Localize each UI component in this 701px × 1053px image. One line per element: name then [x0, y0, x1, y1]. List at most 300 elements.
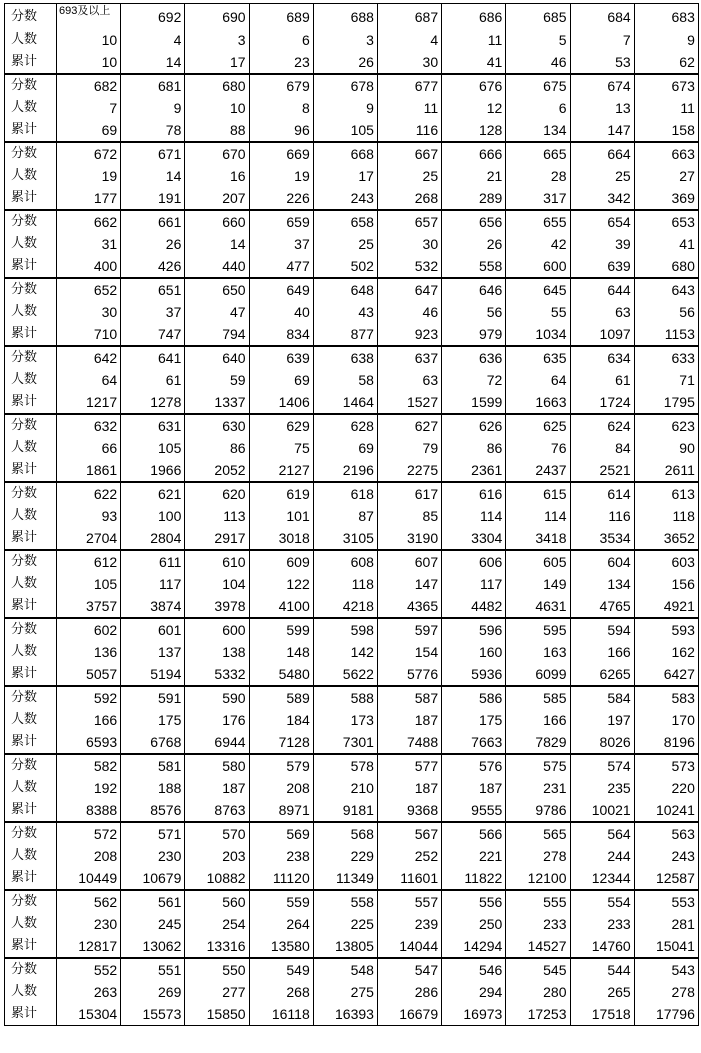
cumulative-row [5, 799, 699, 822]
cumulative-cell: 13062 [121, 935, 185, 958]
cumulative-cell: 1278 [121, 391, 185, 414]
count-cell: 63 [377, 369, 441, 391]
count-cell: 210 [313, 777, 377, 799]
count-cell: 148 [249, 641, 313, 663]
cumulative-cell: 477 [249, 255, 313, 278]
cumulative-row-label: 累计 [5, 799, 57, 822]
count-cell: 176 [185, 709, 249, 731]
count-cell: 28 [506, 165, 570, 187]
count-cell: 71 [634, 369, 698, 391]
cumulative-cell: 53 [570, 51, 634, 74]
count-cell: 13 [570, 97, 634, 119]
cumulative-cell: 5194 [121, 663, 185, 686]
cumulative-cell: 2437 [506, 459, 570, 482]
cumulative-cell: 5057 [57, 663, 121, 686]
cumulative-cell: 226 [249, 187, 313, 210]
count-cell: 26 [121, 233, 185, 255]
cumulative-cell: 5776 [377, 663, 441, 686]
count-cell: 9 [634, 29, 698, 51]
score-row-label: 分数 [5, 618, 57, 641]
score-row [5, 958, 699, 981]
count-cell: 134 [570, 573, 634, 595]
score-cell: 665 [506, 142, 570, 165]
score-cell: 559 [249, 890, 313, 913]
count-cell: 187 [185, 777, 249, 799]
cumulative-cell: 2127 [249, 459, 313, 482]
count-row-label: 人数 [5, 913, 57, 935]
count-cell: 173 [313, 709, 377, 731]
cumulative-cell: 134 [506, 119, 570, 142]
count-cell: 197 [570, 709, 634, 731]
count-cell: 170 [634, 709, 698, 731]
count-cell: 187 [377, 777, 441, 799]
score-cell: 660 [185, 210, 249, 233]
score-cell: 648 [313, 278, 377, 301]
cumulative-cell: 4365 [377, 595, 441, 618]
count-cell: 85 [377, 505, 441, 527]
score-cell: 593 [634, 618, 698, 641]
cumulative-row-label: 累计 [5, 527, 57, 550]
count-cell: 75 [249, 437, 313, 459]
count-row [5, 709, 699, 731]
count-cell: 56 [442, 301, 506, 323]
score-cell: 557 [377, 890, 441, 913]
score-cell: 588 [313, 686, 377, 709]
cumulative-cell: 1217 [57, 391, 121, 414]
count-cell: 277 [185, 981, 249, 1003]
score-cell: 601 [121, 618, 185, 641]
cumulative-cell: 12100 [506, 867, 570, 890]
cumulative-cell: 1966 [121, 459, 185, 482]
count-cell: 294 [442, 981, 506, 1003]
score-cell: 603 [634, 550, 698, 573]
cumulative-row-label: 累计 [5, 935, 57, 958]
count-row-label: 人数 [5, 233, 57, 255]
score-cell: 684 [570, 4, 634, 30]
count-cell: 163 [506, 641, 570, 663]
count-cell: 175 [442, 709, 506, 731]
cumulative-cell: 3018 [249, 527, 313, 550]
cumulative-cell: 7128 [249, 731, 313, 754]
table-body [5, 4, 699, 1026]
count-cell: 11 [634, 97, 698, 119]
count-cell: 8 [249, 97, 313, 119]
cumulative-cell: 11822 [442, 867, 506, 890]
cumulative-row-label: 累计 [5, 187, 57, 210]
score-cell: 594 [570, 618, 634, 641]
count-cell: 86 [442, 437, 506, 459]
count-cell: 166 [506, 709, 570, 731]
score-cell: 616 [442, 482, 506, 505]
count-cell: 286 [377, 981, 441, 1003]
count-cell: 138 [185, 641, 249, 663]
count-cell: 19 [249, 165, 313, 187]
cumulative-cell: 69 [57, 119, 121, 142]
count-cell: 175 [121, 709, 185, 731]
score-distribution-table [4, 3, 699, 1026]
count-cell: 203 [185, 845, 249, 867]
cumulative-cell: 26 [313, 51, 377, 74]
score-cell: 652 [57, 278, 121, 301]
score-cell: 574 [570, 754, 634, 777]
count-cell: 268 [249, 981, 313, 1003]
cumulative-row [5, 935, 699, 958]
cumulative-cell: 3652 [634, 527, 698, 550]
cumulative-cell: 3105 [313, 527, 377, 550]
score-cell: 670 [185, 142, 249, 165]
count-row [5, 981, 699, 1003]
score-cell: 620 [185, 482, 249, 505]
count-cell: 4 [121, 29, 185, 51]
score-row-label: 分数 [5, 346, 57, 369]
score-cell: 614 [570, 482, 634, 505]
count-cell: 243 [634, 845, 698, 867]
cumulative-cell: 1464 [313, 391, 377, 414]
score-cell: 584 [570, 686, 634, 709]
cumulative-row-label: 累计 [5, 663, 57, 686]
cumulative-cell: 8576 [121, 799, 185, 822]
cumulative-cell: 2704 [57, 527, 121, 550]
score-cell: 573 [634, 754, 698, 777]
score-cell: 655 [506, 210, 570, 233]
score-cell: 572 [57, 822, 121, 845]
cumulative-row-label: 累计 [5, 255, 57, 278]
count-cell: 37 [121, 301, 185, 323]
count-row [5, 505, 699, 527]
cumulative-cell: 78 [121, 119, 185, 142]
count-row [5, 641, 699, 663]
cumulative-row [5, 391, 699, 414]
cumulative-cell: 10449 [57, 867, 121, 890]
cumulative-cell: 317 [506, 187, 570, 210]
cumulative-cell: 5480 [249, 663, 313, 686]
count-cell: 208 [57, 845, 121, 867]
cumulative-cell: 147 [570, 119, 634, 142]
count-cell: 162 [634, 641, 698, 663]
score-cell: 598 [313, 618, 377, 641]
cumulative-cell: 11601 [377, 867, 441, 890]
count-cell: 46 [377, 301, 441, 323]
score-cell: 556 [442, 890, 506, 913]
cumulative-cell: 8026 [570, 731, 634, 754]
cumulative-row [5, 867, 699, 890]
count-cell: 11 [442, 29, 506, 51]
cumulative-cell: 46 [506, 51, 570, 74]
cumulative-cell: 426 [121, 255, 185, 278]
cumulative-cell: 3874 [121, 595, 185, 618]
cumulative-row-label: 累计 [5, 391, 57, 414]
count-cell: 76 [506, 437, 570, 459]
count-cell: 136 [57, 641, 121, 663]
count-cell: 278 [634, 981, 698, 1003]
count-cell: 263 [57, 981, 121, 1003]
cumulative-cell: 88 [185, 119, 249, 142]
score-row-label: 分数 [5, 74, 57, 97]
cumulative-cell: 3978 [185, 595, 249, 618]
count-cell: 118 [634, 505, 698, 527]
cumulative-row [5, 1003, 699, 1026]
count-cell: 69 [313, 437, 377, 459]
score-cell: 547 [377, 958, 441, 981]
score-cell: 597 [377, 618, 441, 641]
score-cell: 693及以上 [57, 4, 121, 30]
count-cell: 30 [377, 233, 441, 255]
cumulative-cell: 10679 [121, 867, 185, 890]
score-cell: 579 [249, 754, 313, 777]
count-cell: 14 [121, 165, 185, 187]
cumulative-cell: 105 [313, 119, 377, 142]
count-cell: 72 [442, 369, 506, 391]
count-row-label: 人数 [5, 165, 57, 187]
count-cell: 25 [377, 165, 441, 187]
count-cell: 9 [313, 97, 377, 119]
score-cell: 591 [121, 686, 185, 709]
cumulative-cell: 15041 [634, 935, 698, 958]
cumulative-cell: 1527 [377, 391, 441, 414]
score-cell: 692 [121, 4, 185, 30]
score-cell: 680 [185, 74, 249, 97]
count-cell: 114 [442, 505, 506, 527]
score-cell: 558 [313, 890, 377, 913]
cumulative-cell: 342 [570, 187, 634, 210]
count-cell: 254 [185, 913, 249, 935]
cumulative-cell: 17 [185, 51, 249, 74]
score-cell: 653 [634, 210, 698, 233]
cumulative-cell: 4100 [249, 595, 313, 618]
cumulative-cell: 1599 [442, 391, 506, 414]
count-cell: 116 [570, 505, 634, 527]
count-cell: 30 [57, 301, 121, 323]
cumulative-cell: 268 [377, 187, 441, 210]
score-row [5, 414, 699, 437]
count-row-label: 人数 [5, 845, 57, 867]
count-row [5, 573, 699, 595]
cumulative-cell: 9368 [377, 799, 441, 822]
cumulative-cell: 834 [249, 323, 313, 346]
cumulative-cell: 369 [634, 187, 698, 210]
cumulative-cell: 2196 [313, 459, 377, 482]
count-cell: 105 [57, 573, 121, 595]
cumulative-cell: 502 [313, 255, 377, 278]
score-cell: 568 [313, 822, 377, 845]
cumulative-row [5, 595, 699, 618]
count-row-label: 人数 [5, 29, 57, 51]
score-cell: 645 [506, 278, 570, 301]
cumulative-cell: 1034 [506, 323, 570, 346]
count-cell: 7 [57, 97, 121, 119]
count-cell: 55 [506, 301, 570, 323]
score-cell: 613 [634, 482, 698, 505]
count-cell: 187 [377, 709, 441, 731]
score-cell: 658 [313, 210, 377, 233]
count-cell: 105 [121, 437, 185, 459]
score-cell: 647 [377, 278, 441, 301]
cumulative-cell: 17518 [570, 1003, 634, 1026]
cumulative-cell: 2275 [377, 459, 441, 482]
score-cell: 595 [506, 618, 570, 641]
score-cell: 571 [121, 822, 185, 845]
score-cell: 563 [634, 822, 698, 845]
score-cell: 606 [442, 550, 506, 573]
count-cell: 47 [185, 301, 249, 323]
score-cell: 687 [377, 4, 441, 30]
score-row [5, 74, 699, 97]
score-cell: 561 [121, 890, 185, 913]
cumulative-cell: 4482 [442, 595, 506, 618]
score-cell: 555 [506, 890, 570, 913]
score-cell: 589 [249, 686, 313, 709]
count-cell: 264 [249, 913, 313, 935]
count-cell: 142 [313, 641, 377, 663]
cumulative-row [5, 323, 699, 346]
count-cell: 275 [313, 981, 377, 1003]
cumulative-cell: 3304 [442, 527, 506, 550]
cumulative-cell: 558 [442, 255, 506, 278]
score-cell: 582 [57, 754, 121, 777]
count-row-label: 人数 [5, 777, 57, 799]
cumulative-row-label: 累计 [5, 1003, 57, 1026]
score-cell: 580 [185, 754, 249, 777]
cumulative-cell: 639 [570, 255, 634, 278]
cumulative-cell: 5936 [442, 663, 506, 686]
score-cell: 663 [634, 142, 698, 165]
score-cell: 577 [377, 754, 441, 777]
score-cell: 578 [313, 754, 377, 777]
score-cell: 618 [313, 482, 377, 505]
count-row [5, 165, 699, 187]
count-cell: 26 [442, 233, 506, 255]
cumulative-cell: 7488 [377, 731, 441, 754]
count-cell: 250 [442, 913, 506, 935]
count-cell: 281 [634, 913, 698, 935]
cumulative-cell: 6099 [506, 663, 570, 686]
cumulative-cell: 747 [121, 323, 185, 346]
score-cell: 570 [185, 822, 249, 845]
count-cell: 117 [121, 573, 185, 595]
count-cell: 87 [313, 505, 377, 527]
cumulative-cell: 1663 [506, 391, 570, 414]
cumulative-cell: 6265 [570, 663, 634, 686]
cumulative-row-label: 累计 [5, 459, 57, 482]
score-cell: 605 [506, 550, 570, 573]
score-cell: 634 [570, 346, 634, 369]
count-cell: 239 [377, 913, 441, 935]
score-cell: 666 [442, 142, 506, 165]
score-cell: 543 [634, 958, 698, 981]
cumulative-cell: 15573 [121, 1003, 185, 1026]
score-cell: 617 [377, 482, 441, 505]
count-cell: 221 [442, 845, 506, 867]
count-row [5, 369, 699, 391]
score-cell: 565 [506, 822, 570, 845]
cumulative-cell: 2804 [121, 527, 185, 550]
cumulative-cell: 10882 [185, 867, 249, 890]
cumulative-row [5, 255, 699, 278]
cumulative-cell: 11349 [313, 867, 377, 890]
cumulative-row [5, 187, 699, 210]
score-cell: 636 [442, 346, 506, 369]
score-row [5, 550, 699, 573]
count-cell: 188 [121, 777, 185, 799]
score-cell: 596 [442, 618, 506, 641]
count-row [5, 97, 699, 119]
cumulative-cell: 794 [185, 323, 249, 346]
cumulative-cell: 13316 [185, 935, 249, 958]
cumulative-cell: 3534 [570, 527, 634, 550]
score-row [5, 754, 699, 777]
score-cell: 610 [185, 550, 249, 573]
score-cell: 644 [570, 278, 634, 301]
count-cell: 230 [121, 845, 185, 867]
score-cell: 650 [185, 278, 249, 301]
count-cell: 7 [570, 29, 634, 51]
count-cell: 86 [185, 437, 249, 459]
score-cell: 619 [249, 482, 313, 505]
count-cell: 37 [249, 233, 313, 255]
cumulative-cell: 6427 [634, 663, 698, 686]
count-cell: 41 [634, 233, 698, 255]
cumulative-cell: 191 [121, 187, 185, 210]
score-cell: 631 [121, 414, 185, 437]
score-cell: 678 [313, 74, 377, 97]
cumulative-cell: 400 [57, 255, 121, 278]
score-cell: 576 [442, 754, 506, 777]
count-cell: 220 [634, 777, 698, 799]
score-cell: 672 [57, 142, 121, 165]
score-cell: 688 [313, 4, 377, 30]
cumulative-cell: 600 [506, 255, 570, 278]
cumulative-cell: 8388 [57, 799, 121, 822]
count-cell: 42 [506, 233, 570, 255]
cumulative-cell: 12587 [634, 867, 698, 890]
count-row [5, 437, 699, 459]
count-cell: 21 [442, 165, 506, 187]
count-cell: 25 [570, 165, 634, 187]
cumulative-cell: 5622 [313, 663, 377, 686]
score-row [5, 482, 699, 505]
cumulative-cell: 3757 [57, 595, 121, 618]
cumulative-cell: 5332 [185, 663, 249, 686]
score-cell: 642 [57, 346, 121, 369]
score-cell: 668 [313, 142, 377, 165]
score-cell: 569 [249, 822, 313, 845]
count-cell: 160 [442, 641, 506, 663]
score-cell: 656 [442, 210, 506, 233]
score-cell: 624 [570, 414, 634, 437]
score-cell: 683 [634, 4, 698, 30]
count-cell: 63 [570, 301, 634, 323]
score-cell: 553 [634, 890, 698, 913]
score-cell: 638 [313, 346, 377, 369]
cumulative-cell: 710 [57, 323, 121, 346]
score-cell: 626 [442, 414, 506, 437]
count-row-label: 人数 [5, 301, 57, 323]
score-cell: 676 [442, 74, 506, 97]
cumulative-cell: 11120 [249, 867, 313, 890]
cumulative-cell: 13805 [313, 935, 377, 958]
cumulative-cell: 680 [634, 255, 698, 278]
count-cell: 6 [249, 29, 313, 51]
cumulative-cell: 1861 [57, 459, 121, 482]
count-cell: 3 [313, 29, 377, 51]
cumulative-cell: 4631 [506, 595, 570, 618]
cumulative-cell: 2361 [442, 459, 506, 482]
score-cell: 608 [313, 550, 377, 573]
count-cell: 238 [249, 845, 313, 867]
cumulative-cell: 13580 [249, 935, 313, 958]
count-cell: 166 [570, 641, 634, 663]
score-cell: 651 [121, 278, 185, 301]
